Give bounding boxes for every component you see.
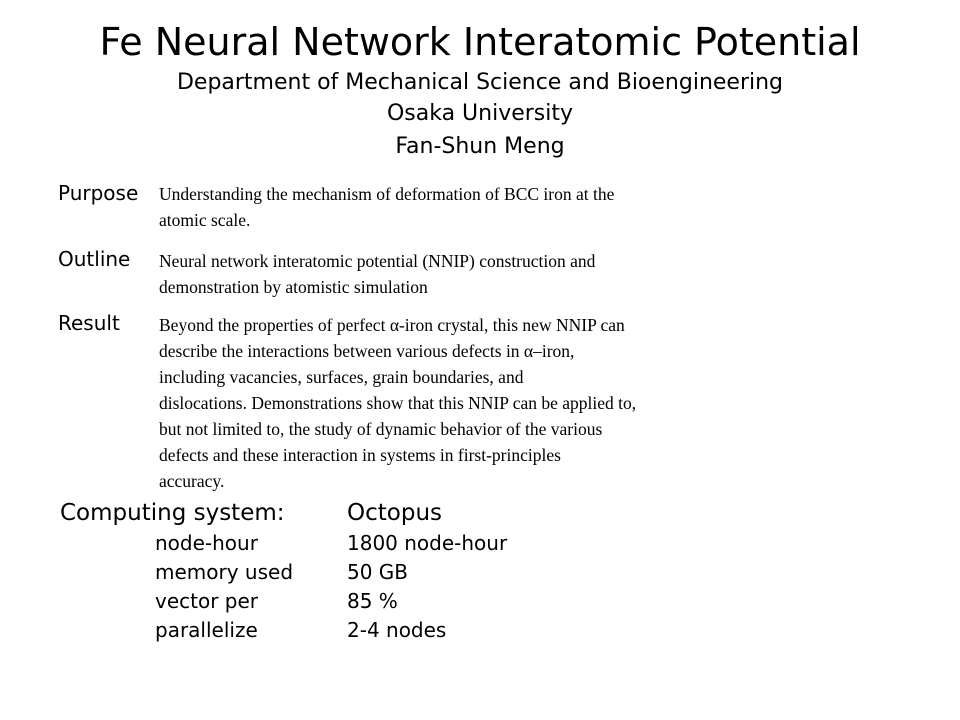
result-line: including vacancies, surfaces, grain boundaries, and [159, 367, 524, 387]
spec-key-memory-used: memory used [155, 560, 294, 584]
result-line: dislocations. Demonstrations show that this NNIP can be applied to, [159, 393, 637, 413]
spec-row [0, 586, 960, 616]
spec-key-node-hour: node-hour [155, 531, 258, 555]
spec-value-node-hour: 1800 node-hour [347, 531, 508, 555]
spec-value-memory-used: 50 GB [347, 560, 409, 584]
spec-value-parallelize: 2-4 nodes [347, 618, 447, 642]
author-name: Fan-Shun Meng [395, 134, 565, 159]
section-body-result [159, 312, 759, 494]
purpose-line: atomic scale. [159, 210, 251, 230]
result-line: accuracy. [159, 471, 225, 491]
result-line: Beyond the properties of perfect α-iron crystal, this new NNIP can [159, 315, 625, 335]
section-body-outline [159, 248, 759, 300]
outline-line: demonstration by atomistic simulation [159, 277, 428, 297]
outline-line: Neural network interatomic potential (NNIP) construction and [159, 251, 596, 271]
spec-row [0, 557, 960, 587]
department-name: Department of Mechanical Science and Bioengineering [176, 70, 784, 95]
spec-key-vector-per: vector per [155, 589, 259, 613]
section-label-result: Result [58, 311, 120, 335]
spec-key-parallelize: parallelize [155, 618, 258, 642]
spec-row [0, 528, 960, 558]
computing-system-label: Computing system: [60, 500, 285, 526]
computing-system-value: Octopus [347, 500, 442, 526]
purpose-line: Understanding the mechanism of deformation of BCC iron at the [159, 184, 615, 204]
result-line: defects and these interaction in systems in first-principles [159, 445, 561, 465]
slide-title: Fe Neural Network Interatomic Potential [99, 20, 861, 64]
result-line: describe the interactions between various defects in α–iron, [159, 341, 575, 361]
spec-row [0, 615, 960, 645]
spec-value-vector-per: 85 % [347, 589, 398, 613]
section-label-purpose: Purpose [58, 181, 139, 205]
section-body-purpose [159, 181, 759, 233]
section-label-outline: Outline [58, 247, 131, 271]
result-line: but not limited to, the study of dynamic behavior of the various [159, 419, 603, 439]
university-name: Osaka University [386, 101, 574, 126]
